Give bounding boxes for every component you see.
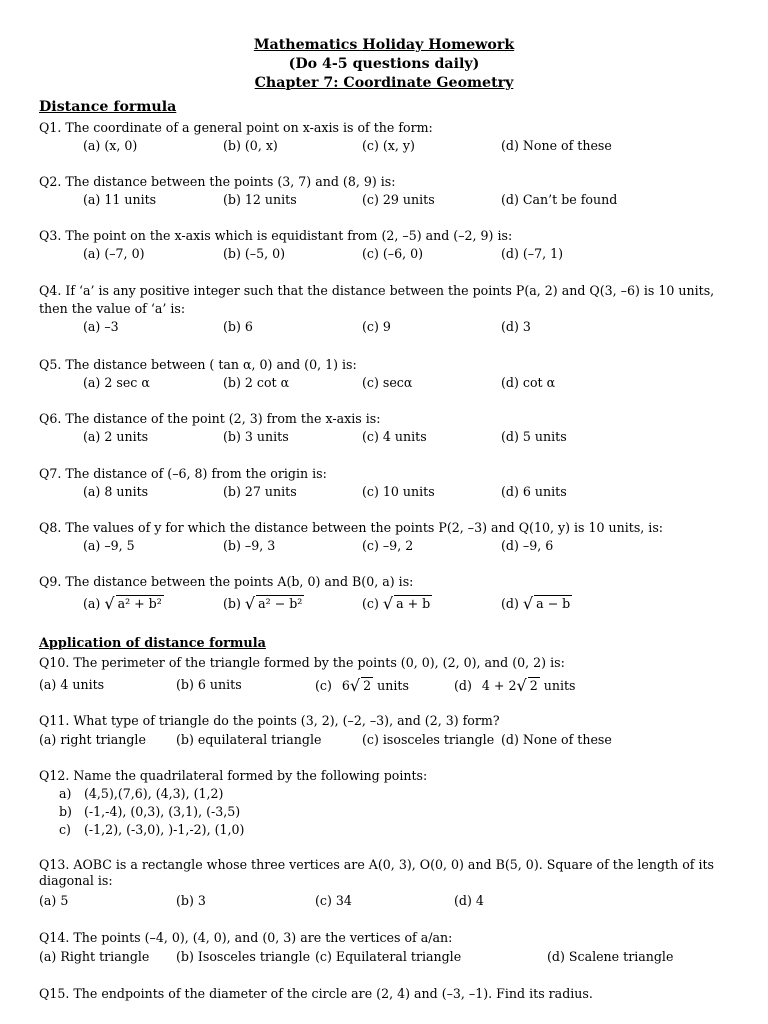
option-a: (a) right triangle	[39, 732, 146, 747]
option-c: (c) isosceles triangle	[362, 732, 495, 747]
option-d: (d) cot α	[501, 375, 556, 390]
option-b: (b) 2 cot α	[223, 375, 290, 390]
question-15	[39, 985, 593, 1003]
option-d: (d) Scalene triangle	[547, 949, 674, 964]
question-9	[39, 573, 571, 613]
option-a: (a) 8 units	[83, 484, 149, 499]
option-a: (a) √ a² + b²	[83, 594, 162, 613]
option-a: (a) –9, 5	[83, 538, 135, 553]
question-text: Q4. If ‘a’ is any positive integer such that the distance between the points P(a, 2) and Q(3, –6) is 10 units, then the value of ‘a’ is:	[39, 283, 715, 316]
question-7	[39, 465, 567, 501]
option-b: (b) 3 units	[223, 429, 289, 444]
question-1	[39, 119, 612, 155]
question-4	[39, 282, 739, 336]
question-text: Q2. The distance between the points (3, 7) and (8, 9) is:	[39, 174, 396, 189]
option-d: (d) (–7, 1)	[501, 246, 564, 261]
options	[39, 537, 663, 555]
options	[39, 731, 612, 749]
question-text: Q8. The values of y for which the distance between the points P(2, –3) and Q(10, y) is 10 units, is:	[39, 520, 664, 535]
question-text: Q13. AOBC is a rectangle whose three vertices are A(0, 3), O(0, 0) and B(5, 0). Square of the length of its diagonal is:	[39, 857, 715, 888]
worksheet-title: Mathematics Holiday Homework	[253, 37, 515, 53]
option-b: (b) –9, 3	[223, 538, 276, 553]
question-text: Q5. The distance between ( tan α, 0) and (0, 1) is:	[39, 357, 357, 372]
question-text: Q9. The distance between the points A(b, 0) and B(0, a) is:	[39, 574, 414, 589]
option-b: (b) 12 units	[223, 192, 297, 207]
option-b: (b) equilateral triangle	[176, 732, 322, 747]
options	[39, 318, 739, 336]
option-d: (d) –9, 6	[501, 538, 554, 553]
question-8	[39, 519, 663, 555]
question-text: Q3. The point on the x-axis which is equidistant from (2, –5) and (–2, 9) is:	[39, 228, 513, 243]
option-b: (b) √ a² − b²	[223, 594, 303, 613]
question-text: Q6. The distance of the point (2, 3) from the x-axis is:	[39, 411, 381, 426]
option-a: (a) (–7, 0)	[83, 246, 145, 261]
worksheet-subtitle: (Do 4-5 questions daily)	[288, 56, 480, 72]
option-d: (d) 6 units	[501, 484, 567, 499]
sqrt-expression: a − b	[536, 596, 571, 611]
option-c: (c) 10 units	[362, 484, 435, 499]
option-c: (c) 34	[315, 893, 352, 908]
option-d: (d) 3	[501, 319, 531, 334]
section-heading-application: Application of distance formula	[39, 636, 266, 651]
option-d: (d) 5 units	[501, 429, 567, 444]
option-c: (c) 6√ 2 units	[315, 676, 409, 695]
option-b: (b) (0, x)	[223, 138, 278, 153]
header	[0, 36, 768, 93]
options	[39, 137, 612, 155]
option-b: (b) 6 units	[176, 677, 242, 692]
sqrt-expression: a² + b²	[117, 596, 162, 611]
question-text: Q15. The endpoints of the diameter of the circle are (2, 4) and (–3, –1). Find its radius.	[39, 986, 593, 1001]
option-c: (c) (–6, 0)	[362, 246, 424, 261]
option-a: (a) –3	[83, 319, 119, 334]
question-text: Q7. The distance of (–6, 8) from the origin is:	[39, 466, 327, 481]
option-d: (d) None of these	[501, 732, 612, 747]
options	[39, 374, 556, 392]
question-12	[39, 767, 427, 839]
question-5	[39, 356, 556, 392]
options	[39, 594, 571, 616]
chapter-title: Chapter 7: Coordinate Geometry	[254, 75, 514, 91]
option-a: (a) 4 units	[39, 677, 105, 692]
options	[39, 483, 567, 501]
option-d: (d) None of these	[501, 138, 612, 153]
options	[39, 428, 567, 446]
question-text: Q11. What type of triangle do the points (3, 2), (–2, –3), and (2, 3) form?	[39, 713, 500, 728]
list-item: c) (-1,2), (-3,0), )-1,-2), (1,0)	[59, 822, 245, 837]
section-heading-distance: Distance formula	[39, 99, 177, 115]
option-b: (b) 27 units	[223, 484, 297, 499]
option-c: (c) √ a + b	[362, 594, 431, 613]
option-d: (d) 4 + 2√ 2 units	[454, 676, 576, 695]
question-13	[39, 857, 739, 907]
sqrt-expression: a + b	[396, 596, 431, 611]
list-item: a) (4,5),(7,6), (4,3), (1,2)	[59, 786, 224, 801]
option-b: (b) (–5, 0)	[223, 246, 286, 261]
option-a: (a) 5	[39, 893, 69, 908]
option-c: (c) 4 units	[362, 429, 427, 444]
option-b: (b) Isosceles triangle	[176, 949, 311, 964]
option-a: (a) 11 units	[83, 192, 157, 207]
question-3	[39, 227, 564, 263]
option-b: (b) 3	[176, 893, 206, 908]
option-c: (c) (x, y)	[362, 138, 415, 153]
option-c: (c) secα	[362, 375, 413, 390]
sqrt-expression: a² − b²	[258, 596, 303, 611]
option-a: (a) (x, 0)	[83, 138, 138, 153]
option-b: (b) 6	[223, 319, 253, 334]
option-a: (a) 2 sec α	[83, 375, 150, 390]
question-6	[39, 410, 567, 446]
options	[39, 676, 576, 695]
options	[39, 245, 564, 263]
list-item: b) (-1,-4), (0,3), (3,1), (-3,5)	[59, 804, 241, 819]
question-text: Q14. The points (–4, 0), (4, 0), and (0, 3) are the vertices of a/an:	[39, 930, 453, 945]
option-c: (c) 29 units	[362, 192, 435, 207]
option-d: (d) Can’t be found	[501, 192, 618, 207]
options	[39, 191, 618, 209]
question-text: Q12. Name the quadrilateral formed by the following points:	[39, 768, 428, 783]
question-text: Q1. The coordinate of a general point on x-axis is of the form:	[39, 120, 433, 135]
question-11	[39, 712, 612, 748]
option-d: (d) 4	[454, 893, 484, 908]
option-c: (c) –9, 2	[362, 538, 414, 553]
options	[39, 948, 674, 966]
question-2	[39, 173, 618, 209]
option-d: (d) √ a − b	[501, 594, 571, 613]
option-a: (a) 2 units	[83, 429, 149, 444]
question-10	[39, 654, 576, 695]
option-c: (c) Equilateral triangle	[315, 949, 462, 964]
question-text: Q10. The perimeter of the triangle formed by the points (0, 0), (2, 0), and (0, 2) is:	[39, 655, 565, 670]
question-14	[39, 929, 674, 965]
option-a: (a) Right triangle	[39, 949, 150, 964]
option-c: (c) 9	[362, 319, 391, 334]
options	[39, 892, 739, 910]
